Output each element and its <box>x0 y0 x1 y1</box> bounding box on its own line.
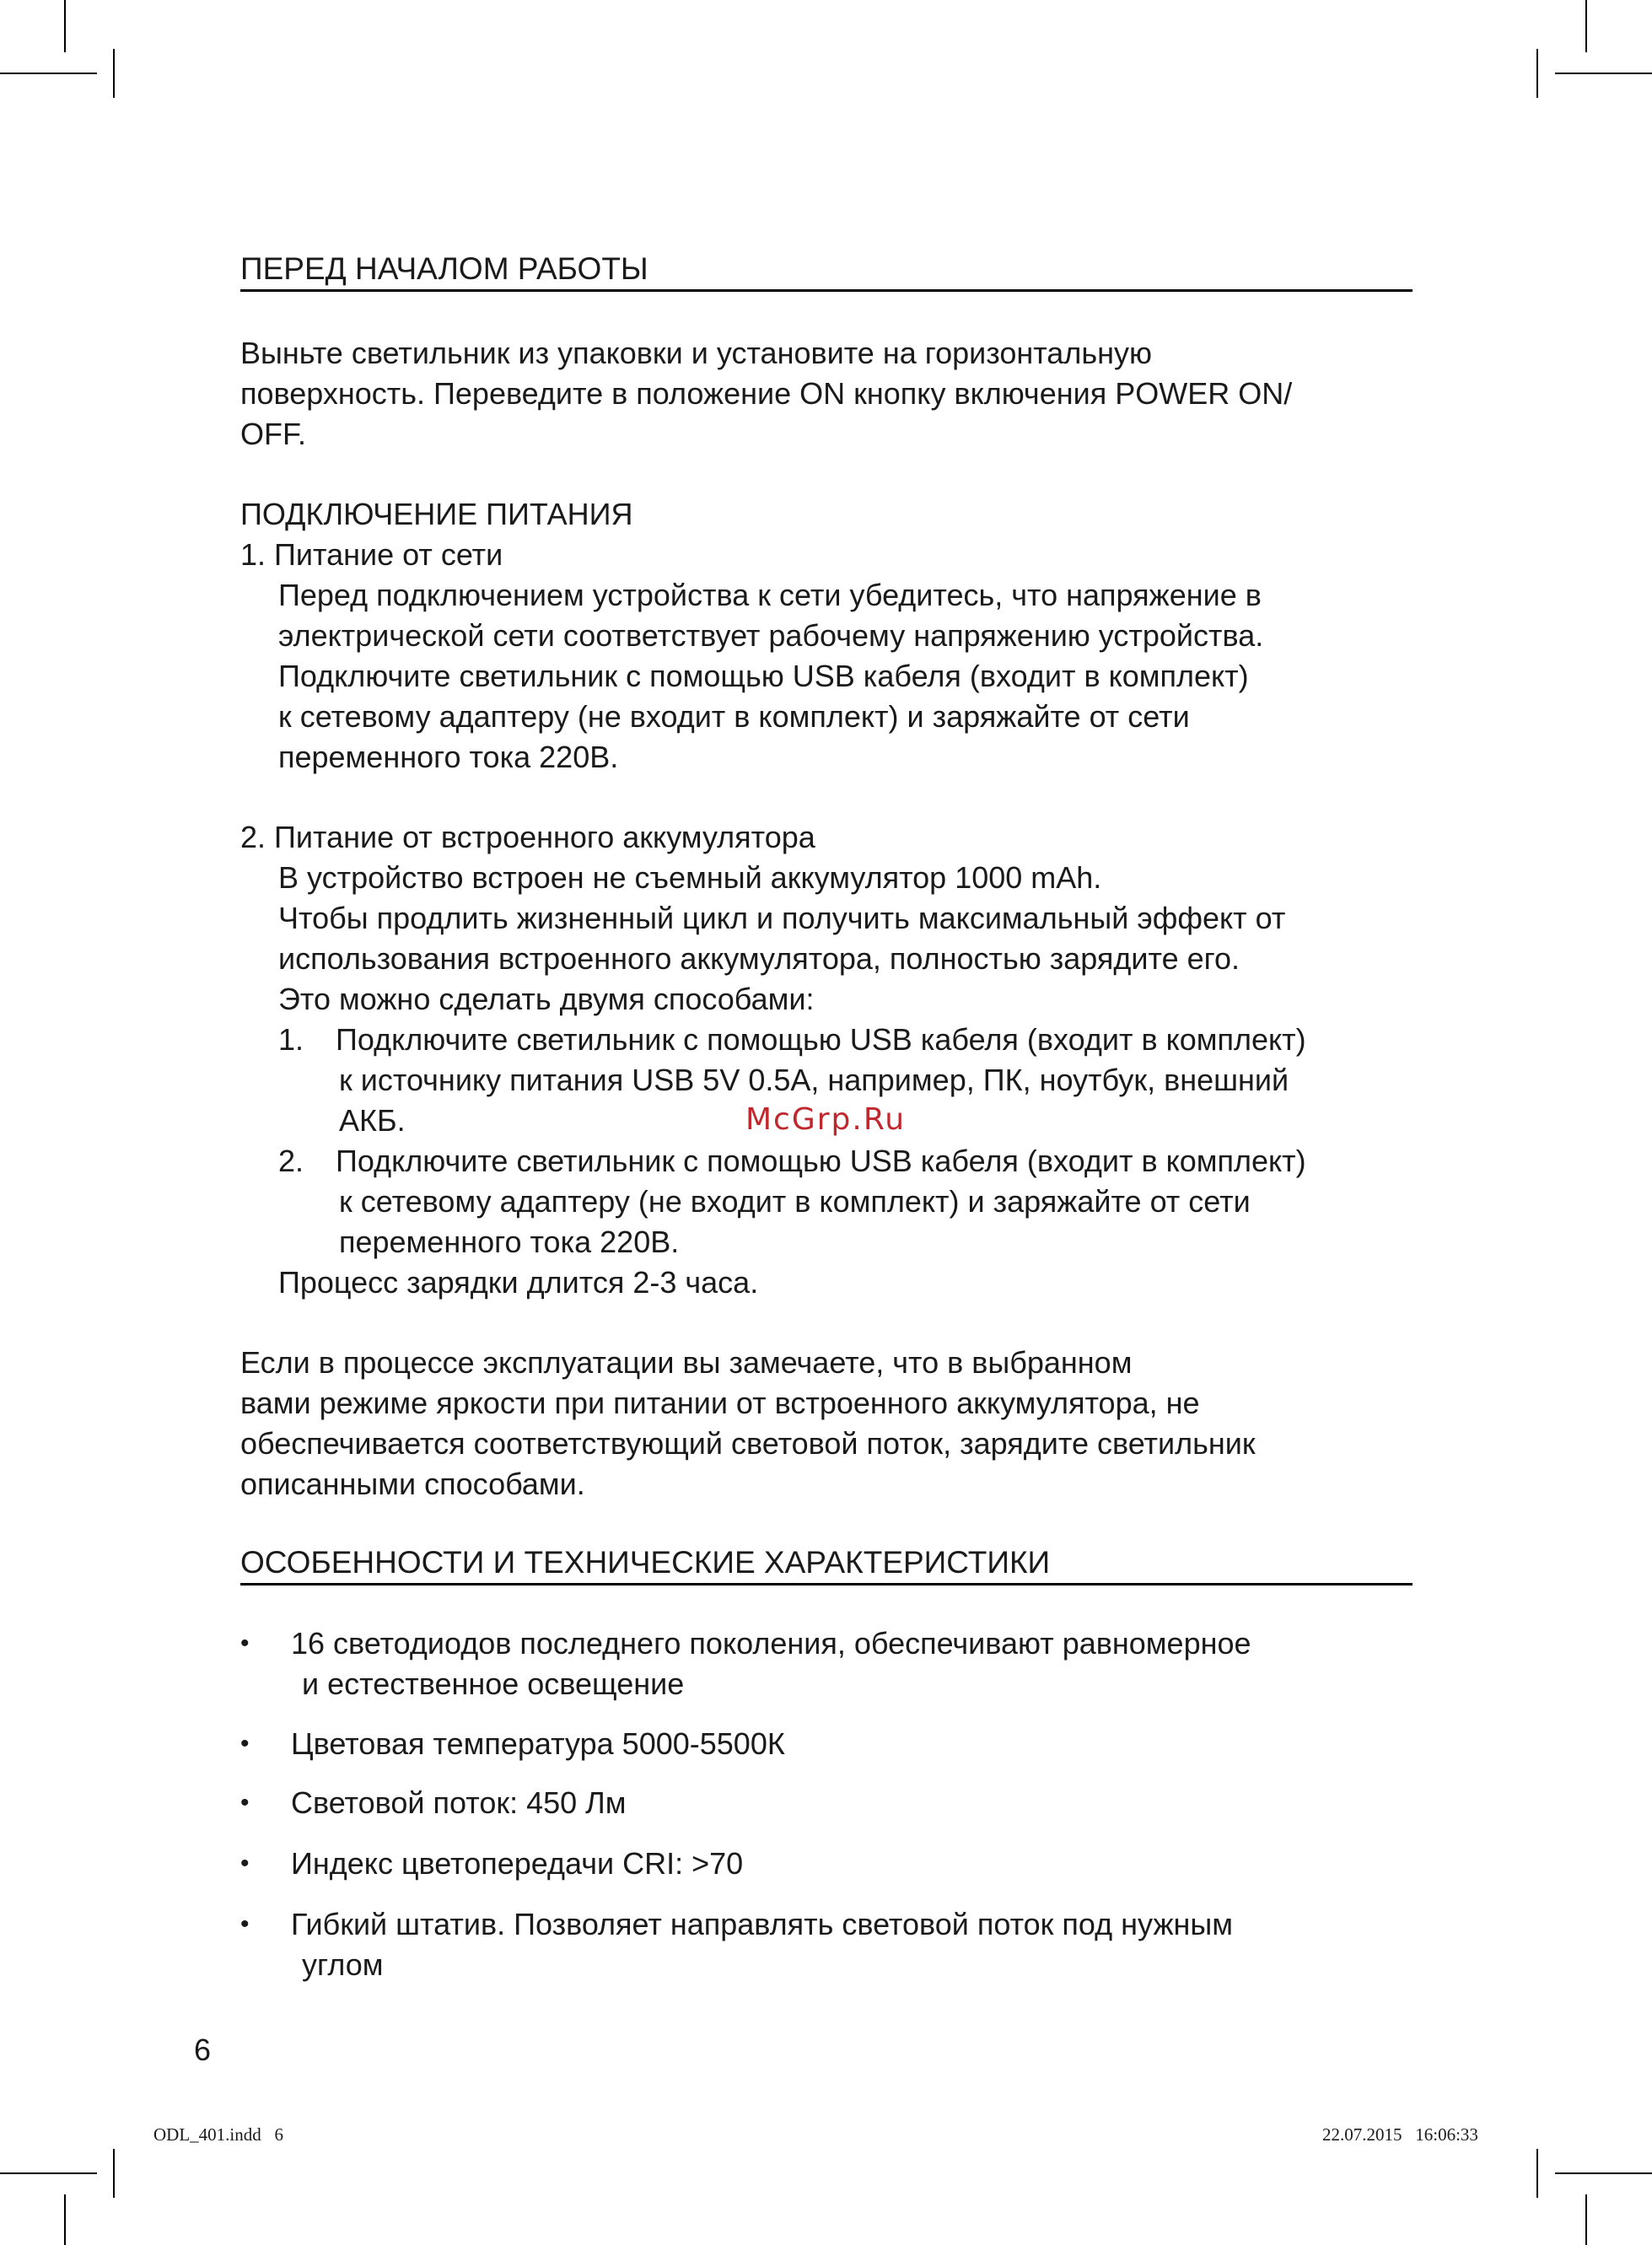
crop-mark <box>0 2172 97 2174</box>
crop-mark <box>1585 0 1587 52</box>
list-item-line: к источнику питания USB 5V 0.5A, например, ПК, ноутбук, внешний <box>339 1063 1289 1097</box>
text-line: к сетевому адаптеру (не входит в комплект) и заряжайте от сети <box>278 699 1190 734</box>
subheading-mains: 1. Питание от сети <box>240 537 503 572</box>
subheading-battery: 2. Питание от встроенного аккумулятора <box>240 820 815 854</box>
text-line: OFF. <box>240 417 306 451</box>
list-item-line: АКБ. <box>339 1103 406 1138</box>
slug-filename: ODL_401.indd 6 <box>153 2124 283 2145</box>
list-item-line: Подключите светильник с помощью USB кабеля (входит в комплект) <box>336 1022 1306 1057</box>
text-line: Перед подключением устройства к сети убедитесь, что напряжение в <box>278 578 1262 612</box>
text-line: переменного тока 220В. <box>278 740 619 774</box>
list-number: 1. <box>278 1022 304 1057</box>
bullet: • <box>240 1910 250 1938</box>
list-number: 2. <box>278 1144 304 1178</box>
text-line: вами режиме яркости при питании от встроенного аккумулятора, не <box>240 1386 1200 1420</box>
list-item-line: к сетевому адаптеру (не входит в комплект) и заряжайте от сети <box>339 1184 1251 1219</box>
text-line: поверхность. Переведите в положение ON кнопку включения POWER ON/ <box>240 376 1293 411</box>
section-heading-before-work: ПЕРЕД НАЧАЛОМ РАБОТЫ <box>240 250 1413 292</box>
list-item-line: 16 светодиодов последнего поколения, обеспечивают равномерное <box>291 1626 1251 1661</box>
page-number: 6 <box>194 2032 212 2067</box>
list-item-line: Гибкий штатив. Позволяет направлять световой поток под нужным <box>291 1907 1234 1941</box>
crop-mark <box>1555 2172 1652 2174</box>
list-item-line: Цветовая температура 5000-5500К <box>291 1726 785 1761</box>
bullet: • <box>240 1849 250 1877</box>
crop-mark <box>64 0 66 52</box>
text-line: Выньте светильник из упаковки и установите на горизонтальную <box>240 336 1152 370</box>
text-line: В устройство встроен не съемный аккумулятор 1000 mAh. <box>278 860 1102 895</box>
list-item-line: Индекс цветопередачи CRI: >70 <box>291 1846 744 1881</box>
text-line: электрической сети соответствует рабочему напряжению устройства. <box>278 618 1264 653</box>
list-item-line: углом <box>302 1947 384 1982</box>
text-line: Подключите светильник с помощью USB кабеля (входит в комплект) <box>278 659 1249 693</box>
text-line: использования встроенного аккумулятора, полностью зарядите его. <box>278 941 1240 976</box>
text-line: Если в процессе эксплуатации вы замечаете, что в выбранном <box>240 1345 1133 1380</box>
list-item-line: и естественное освещение <box>302 1666 685 1701</box>
crop-mark <box>0 73 97 74</box>
text-line: Это можно сделать двумя способами: <box>278 982 815 1016</box>
crop-mark <box>113 2149 115 2198</box>
bullet: • <box>240 1730 250 1758</box>
section-heading-power: ПОДКЛЮЧЕНИЕ ПИТАНИЯ <box>240 497 633 531</box>
watermark: McGrp.Ru <box>745 1102 907 1137</box>
text-line: описанными способами. <box>240 1467 585 1501</box>
list-item-line: Подключите светильник с помощью USB кабеля (входит в комплект) <box>336 1144 1306 1178</box>
slug-datetime: 22.07.2015 16:06:33 <box>1322 2124 1478 2145</box>
text-line: обеспечивается соответствующий световой поток, зарядите светильник <box>240 1426 1256 1461</box>
crop-mark <box>1585 2194 1587 2245</box>
bullet: • <box>240 1629 250 1657</box>
list-item-line: переменного тока 220В. <box>339 1225 680 1259</box>
bullet: • <box>240 1789 250 1817</box>
crop-mark <box>1536 2149 1538 2198</box>
list-item-line: Световой поток: 450 Лм <box>291 1785 627 1820</box>
section-heading-features: ОСОБЕННОСТИ И ТЕХНИЧЕСКИЕ ХАРАКТЕРИСТИКИ <box>240 1544 1413 1585</box>
text-line: Чтобы продлить жизненный цикл и получить максимальный эффект от <box>278 901 1286 935</box>
crop-mark <box>1555 73 1652 74</box>
crop-mark <box>64 2194 66 2245</box>
crop-mark <box>113 49 115 98</box>
text-line: Процесс зарядки длится 2-3 часа. <box>278 1265 759 1300</box>
crop-mark <box>1536 49 1538 98</box>
